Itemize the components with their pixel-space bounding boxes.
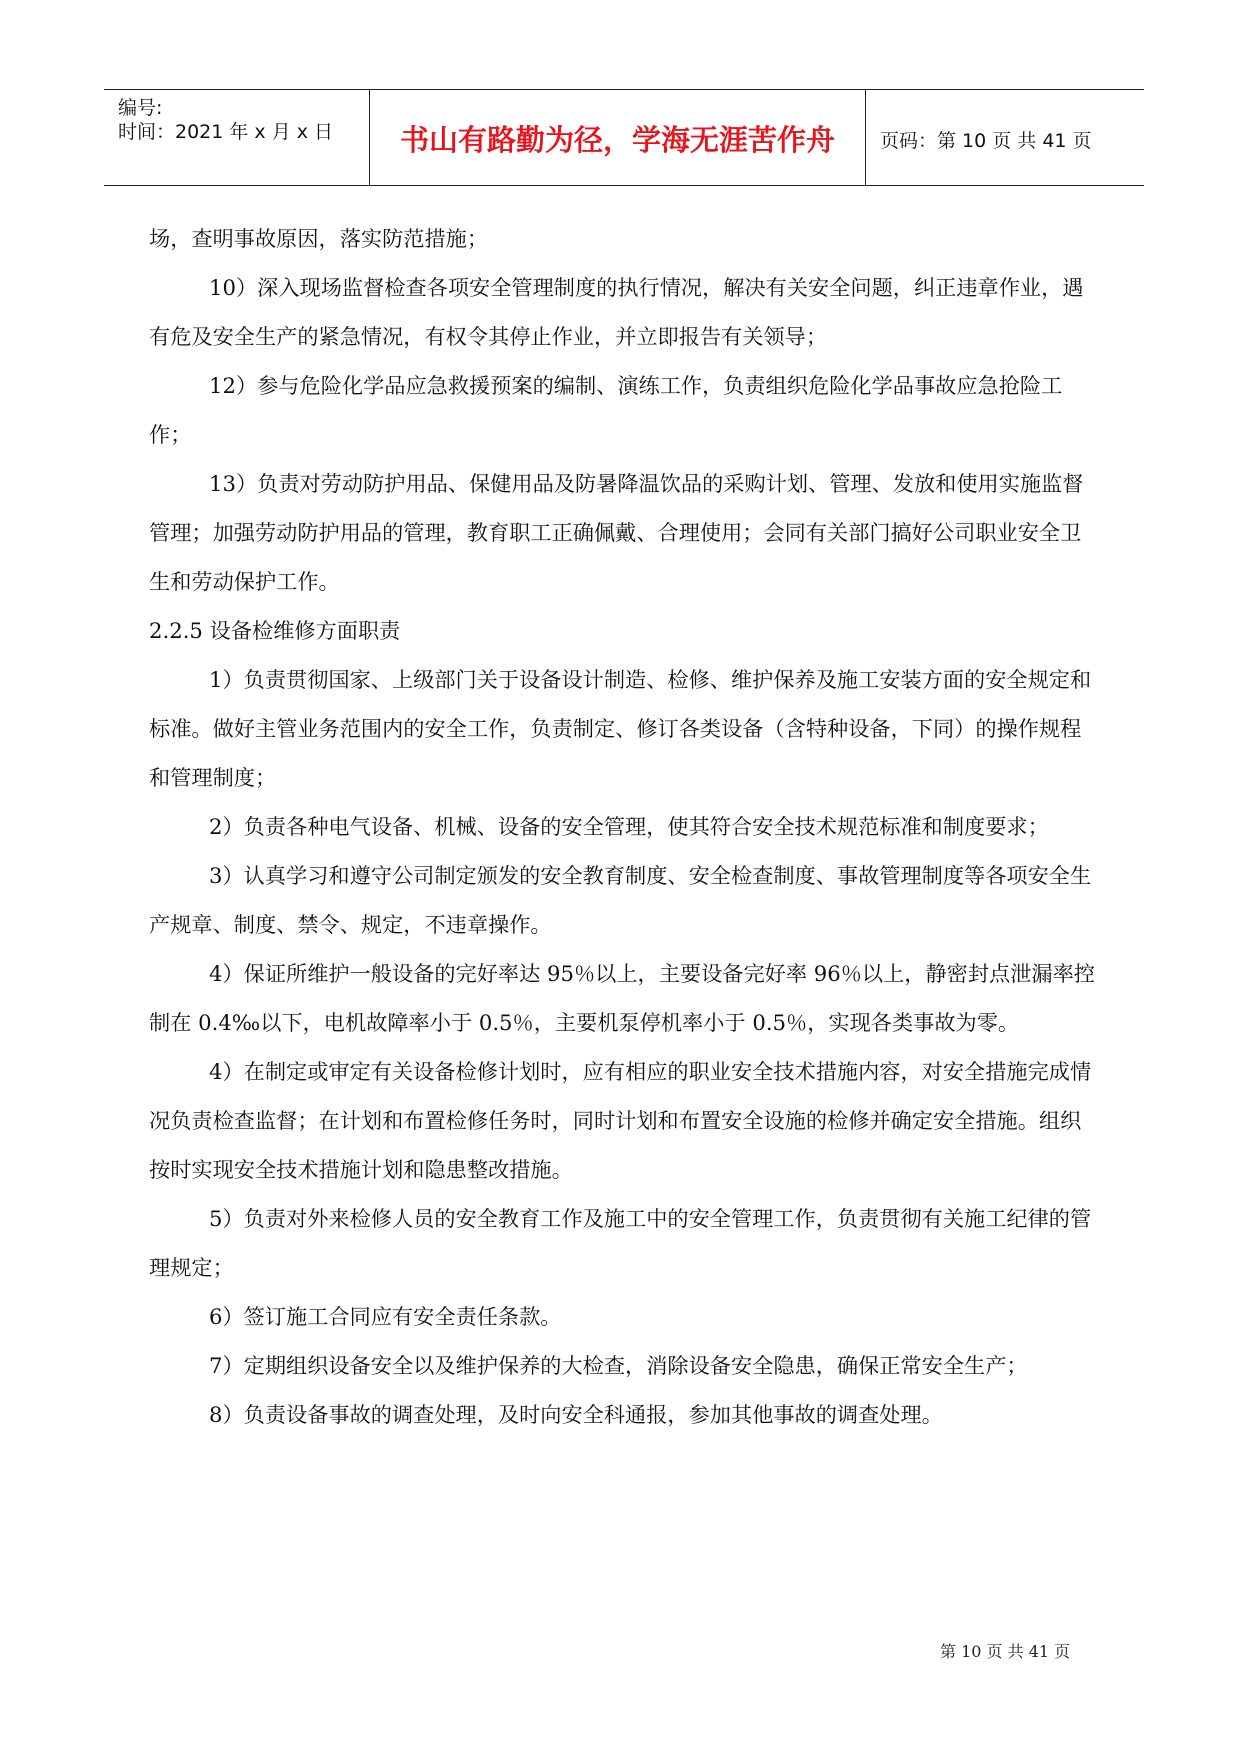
body-paragraph: 6）签订施工合同应有安全责任条款。 bbox=[209, 1304, 562, 1329]
document-time-label: 时间：2021 年 x 月 x 日 bbox=[118, 121, 334, 143]
page-footer: 第 10 页 共 41 页 bbox=[940, 1642, 1071, 1661]
body-paragraph: 4）保证所维护一般设备的完好率达 95％以上，主要设备完好率 96％以上，静密封点泄漏率控制在 0.4‰以下，电机故障率小于 0.5％，主要机泵停机率小于 0.5％，实现各类事故为零。 bbox=[149, 961, 1095, 1035]
body-paragraph: 5）负责对外来检修人员的安全教育工作及施工中的安全管理工作，负责贯彻有关施工纪律的管理规定； bbox=[149, 1206, 1092, 1280]
body-paragraph: 8）负责设备事故的调查处理，及时向安全科通报，参加其他事故的调查处理。 bbox=[209, 1402, 943, 1427]
header-motto: 书山有路勤为径，学海无涯苦作舟 bbox=[399, 123, 835, 157]
document-body bbox=[149, 214, 1099, 1439]
body-paragraph: 12）参与危险化学品应急救援预案的编制、演练工作，负责组织危险化学品事故应急抢险工作； bbox=[149, 373, 1063, 447]
body-paragraph: 2）负责各种电气设备、机械、设备的安全管理，使其符合安全技术规范标准和制度要求； bbox=[209, 814, 1049, 839]
body-paragraph: 13）负责对劳动防护用品、保健用品及防暑降温饮品的采购计划、管理、发放和使用实施监督管理；加强劳动防护用品的管理，教育职工正确佩戴、合理使用；会同有关部门搞好公司职业安全卫生和劳动保护工作。 bbox=[149, 471, 1084, 594]
body-paragraph: 2.2.5 设备检维修方面职责 bbox=[149, 618, 401, 643]
body-paragraph: 3）认真学习和遵守公司制定颁发的安全教育制度、安全检查制度、事故管理制度等各项安全生产规章、制度、禁令、规定，不违章操作。 bbox=[149, 863, 1092, 937]
body-paragraph: 1）负责贯彻国家、上级部门关于设备设计制造、检修、维护保养及施工安装方面的安全规定和标准。做好主管业务范围内的安全工作，负责制定、修订各类设备（含特种设备，下同）的操作规程和管理制度； bbox=[149, 667, 1092, 790]
header-page-info: 页码：第 10 页 共 41 页 bbox=[880, 130, 1092, 152]
document-number-label: 编号: bbox=[118, 97, 163, 119]
body-paragraph: 10）深入现场监督检查各项安全管理制度的执行情况，解决有关安全问题，纠正违章作业，遇有危及安全生产的紧急情况，有权令其停止作业，并立即报告有关领导； bbox=[149, 275, 1084, 349]
page-header bbox=[104, 89, 1144, 186]
header-meta-cell bbox=[104, 90, 370, 185]
body-paragraph: 场，查明事故原因，落实防范措施； bbox=[149, 226, 489, 251]
header-motto-cell bbox=[370, 90, 866, 185]
body-paragraph: 4）在制定或审定有关设备检修计划时，应有相应的职业安全技术措施内容，对安全措施完成情况负责检查监督；在计划和布置检修任务时，同时计划和布置安全设施的检修并确定安全措施。组织按时实现安全技术措施计划和隐患整改措施。 bbox=[149, 1059, 1092, 1182]
body-paragraph: 7）定期组织设备安全以及维护保养的大检查，消除设备安全隐患，确保正常安全生产； bbox=[209, 1353, 1028, 1378]
header-page-cell bbox=[866, 90, 1144, 185]
